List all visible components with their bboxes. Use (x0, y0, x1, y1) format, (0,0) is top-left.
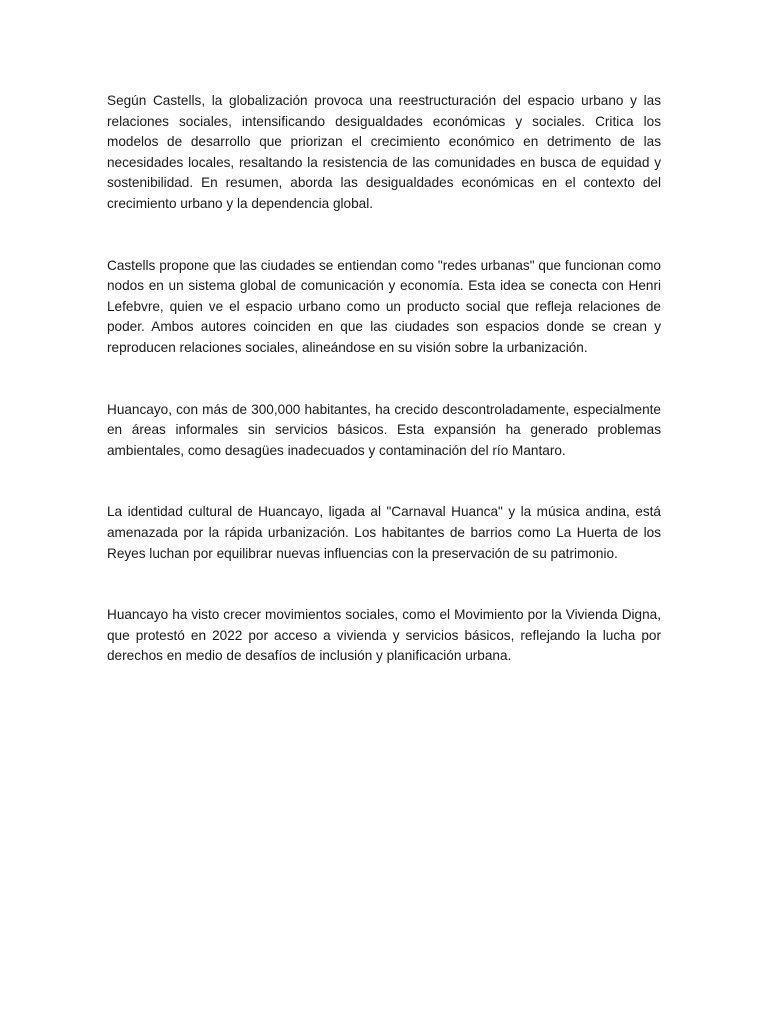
paragraph-redes-urbanas: Castells propone que las ciudades se entiendan como "redes urbanas" que funcionan como nodos en un sistema global de comunicación y economía. Esta idea se conecta con Henri Lefebvre, quien ve el espacio urbano como un producto social que refleja relaciones de poder. Ambos autores coinciden en que las ciudades son espacios donde se crean y reproducen relaciones sociales, alineándose en su visión sobre la urbanización. (107, 257, 661, 355)
paragraph-movimientos-sociales: Huancayo ha visto crecer movimientos sociales, como el Movimiento por la Vivienda Digna, que protestó en 2022 por acceso a vivienda y servicios básicos, reflejando la lucha por derechos en medio de desafíos de inclusión y planificación urbana. (107, 607, 661, 664)
paragraph-huancayo-crecimiento: Huancayo, con más de 300,000 habitantes, ha crecido descontroladamente, especialmente en áreas informales sin servicios básicos. Esta expansión ha generado problemas ambientales, como desagües inadecuados y contaminación del río Mantaro. (107, 401, 661, 458)
document-body (107, 91, 661, 667)
paragraph-identidad-cultural: La identidad cultural de Huancayo, ligada al "Carnaval Huanca" y la música andina, está amenazada por la rápida urbanización. Los habitantes de barrios como La Huerta de los Reyes luchan por equilibrar nuevas influencias con la preservación de su patrimonio. (107, 504, 661, 561)
paragraph-globalizacion: Según Castells, la globalización provoca una reestructuración del espacio urbano y las relaciones sociales, intensificando desigualdades económicas y sociales. Critica los modelos de desarrollo que priorizan el crecimiento económico en detrimento de las necesidades locales, resaltando la resistencia de las comunidades en busca de equidad y sostenibilidad. En resumen, aborda las desigualdades económicas en el contexto del crecimiento urbano y la dependencia global. (107, 93, 661, 211)
